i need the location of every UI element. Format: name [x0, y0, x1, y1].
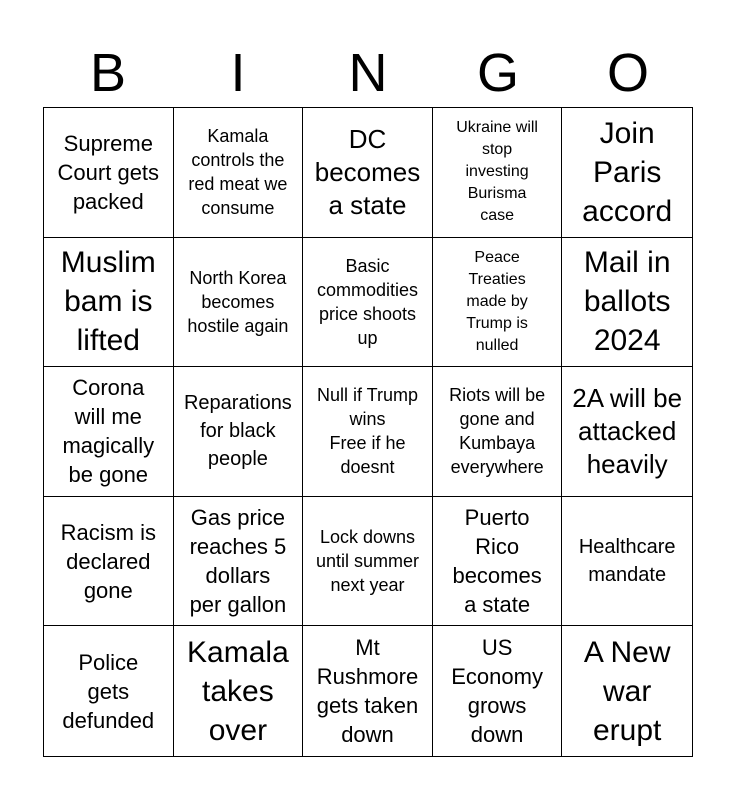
cell-text: Gas price reaches 5 dollars per gallon	[189, 505, 287, 618]
cell-text: Mt Rushmore gets taken down	[316, 635, 419, 748]
bingo-cell[interactable]	[303, 497, 433, 627]
bingo-cell[interactable]	[562, 238, 692, 368]
cell-text: Basic commodities price shoots up	[316, 255, 418, 348]
bingo-cell[interactable]	[174, 108, 304, 238]
bingo-cell[interactable]	[562, 367, 692, 497]
bingo-cell[interactable]	[303, 108, 433, 238]
bingo-cell[interactable]	[433, 367, 563, 497]
cell-text: Puerto Rico becomes a state	[452, 505, 542, 618]
bingo-cell[interactable]	[562, 497, 692, 627]
header-letter-b: B	[89, 43, 127, 103]
cell-text: Kamala takes over	[187, 635, 289, 747]
bingo-cell[interactable]	[44, 238, 174, 368]
bingo-cell[interactable]	[433, 238, 563, 368]
bingo-cell[interactable]	[44, 108, 174, 238]
cell-text: Reparations for black people	[183, 392, 292, 471]
bingo-cell[interactable]	[174, 238, 304, 368]
cell-text: Mail in ballots 2024	[583, 246, 671, 358]
bingo-cell[interactable]	[174, 626, 304, 756]
bingo-header	[43, 40, 693, 106]
cell-text: Kamala controls the red meat we consume	[188, 126, 288, 219]
cell-text: Muslim bam is lifted	[60, 246, 156, 358]
cell-text: DC becomes a state	[314, 123, 421, 220]
cell-text: Riots will be gone and Kumbaya everywhere	[449, 385, 546, 478]
cell-text: 2A will be attacked heavily	[572, 382, 683, 479]
bingo-cell[interactable]	[562, 108, 692, 238]
cell-text: Healthcare mandate	[578, 536, 676, 587]
header-letter-g: G	[476, 43, 519, 103]
cell-text: Supreme Court gets packed	[57, 130, 160, 214]
bingo-cell[interactable]	[174, 367, 304, 497]
bingo-cell[interactable]	[433, 108, 563, 238]
bingo-cell[interactable]	[433, 497, 563, 627]
cell-text: Join Paris accord	[582, 116, 673, 228]
bingo-cell[interactable]	[44, 626, 174, 756]
cell-text: Peace Treaties made by Trump is nulled	[466, 248, 528, 354]
bingo-cell[interactable]	[44, 497, 174, 627]
bingo-cell[interactable]	[174, 497, 304, 627]
bingo-cell[interactable]	[562, 626, 692, 756]
bingo-cell[interactable]	[44, 367, 174, 497]
cell-text: Ukraine will stop investing Burisma case	[456, 119, 538, 225]
bingo-cell[interactable]	[303, 626, 433, 756]
bingo-cell[interactable]	[303, 238, 433, 368]
bingo-board	[43, 107, 693, 757]
cell-text: Lock downs until summer next year	[315, 527, 419, 596]
cell-text: A New war erupt	[583, 635, 671, 747]
cell-text: Corona will me magically be gone	[62, 375, 155, 488]
cell-text: Null if Trump wins Free if he doesnt	[316, 385, 418, 478]
header-letter-i: I	[230, 43, 246, 103]
bingo-cell[interactable]	[303, 367, 433, 497]
cell-text: Police gets defunded	[62, 649, 155, 733]
cell-text: Racism is declared gone	[60, 519, 156, 603]
header-letter-o: O	[606, 43, 649, 103]
cell-text: North Korea becomes hostile again	[187, 267, 289, 336]
cell-text: US Economy grows down	[451, 635, 543, 748]
header-letter-n: N	[348, 43, 388, 103]
bingo-cell[interactable]	[433, 626, 563, 756]
